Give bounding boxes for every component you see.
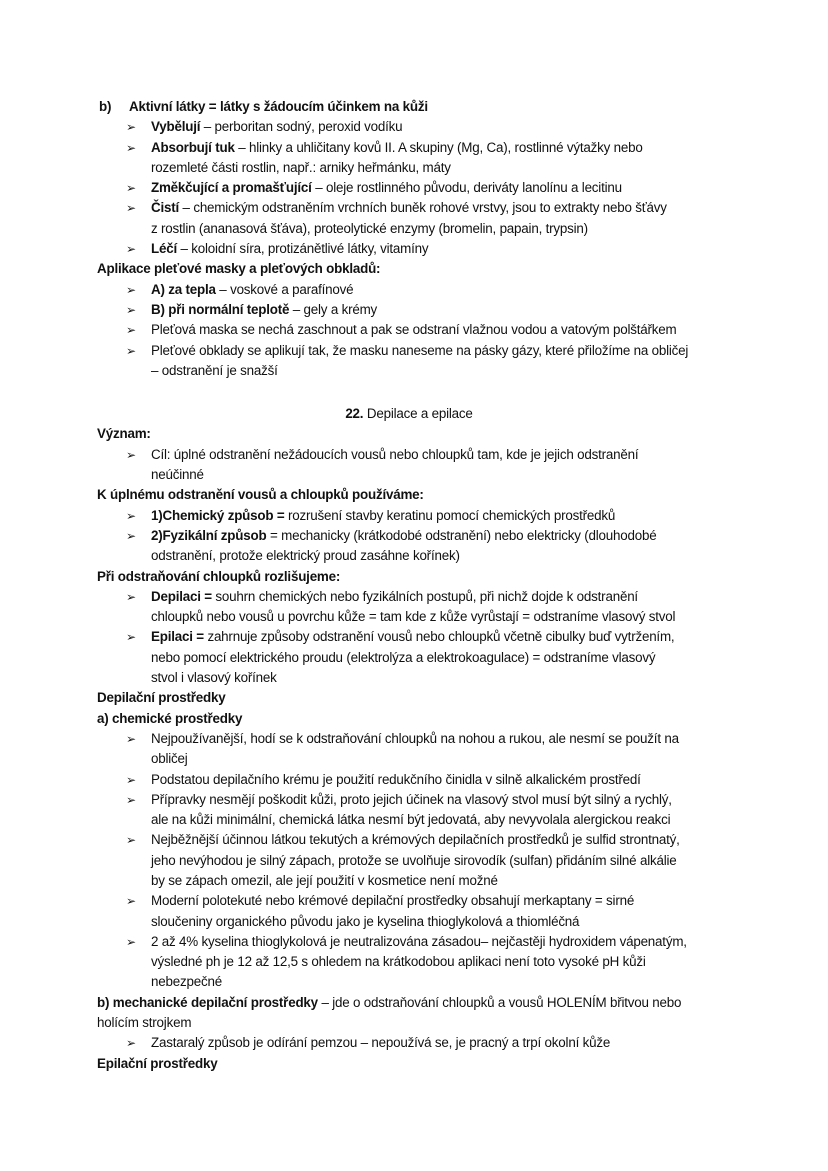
mechanicke-term: b) mechanické depilační prostředky bbox=[97, 994, 318, 1010]
list-item bbox=[99, 506, 739, 526]
list-item-term: 1)Chemický způsob = bbox=[151, 507, 285, 523]
list-item bbox=[99, 729, 739, 749]
list-item-text: – oleje rostlinného původu, deriváty lanolínu a lecitinu bbox=[311, 180, 622, 196]
arrow-bullet-icon: ➢ bbox=[126, 447, 136, 462]
list-item-term: Změkčující a promašťující bbox=[151, 180, 312, 196]
section-b-heading-text: Aktivní látky = látky s žádoucím účinkem na kůži bbox=[129, 99, 428, 114]
rozlisujeme-list bbox=[99, 587, 739, 688]
depilacni-list bbox=[99, 729, 739, 993]
section-b-list bbox=[99, 117, 739, 259]
list-item-text: Pleťové obklady se aplikují tak, že masku naneseme na pásky gázy, které přiložíme na obličej bbox=[151, 342, 689, 358]
list-item-term: Epilaci = bbox=[151, 629, 204, 645]
rozlisujeme-heading: Při odstraňování chloupků rozlišujeme: bbox=[97, 568, 341, 584]
arrow-bullet-icon: ➢ bbox=[126, 833, 136, 848]
list-item-text: – perboritan sodný, peroxid vodíku bbox=[200, 119, 403, 135]
list-item-text: – hlinky a uhličitany kovů II. A skupiny (Mg, Ca), rostlinné výtažky nebo bbox=[234, 139, 643, 155]
uplne-heading: K úplnému odstranění vousů a chloupků používáme: bbox=[97, 487, 424, 503]
arrow-bullet-icon: ➢ bbox=[126, 302, 136, 317]
list-item-continuation: ale na kůži minimální, chemická látka nesmí být jedovatá, aby nevyvolala alergickou reakci bbox=[151, 812, 671, 828]
list-item bbox=[99, 627, 739, 647]
arrow-bullet-icon: ➢ bbox=[126, 201, 136, 216]
vyznam-heading: Význam: bbox=[97, 426, 151, 442]
list-item-term: B) při normální teplotě bbox=[151, 301, 290, 317]
list-item-text: Podstatou depilačního krému je použití redukčního činidla v silně alkalickém prostředí bbox=[151, 771, 641, 787]
list-item-text: – voskové a parafínové bbox=[215, 281, 354, 297]
list-item-text: – koloidní síra, protizánětlivé látky, vitamíny bbox=[177, 241, 429, 257]
list-item bbox=[99, 300, 739, 320]
list-item bbox=[99, 280, 739, 300]
list-item bbox=[99, 445, 739, 465]
list-item-text: Pleťová maska se nechá zaschnout a pak se odstraní vlažnou vodou a vatovým polštářkem bbox=[151, 322, 677, 338]
arrow-bullet-icon: ➢ bbox=[126, 934, 136, 949]
list-item-continuation: nebo pomocí elektrického proudu (elektrolýza a elektrokoagulace) = odstraníme vlasový bbox=[151, 649, 656, 665]
list-item bbox=[99, 1033, 739, 1053]
list-item bbox=[99, 239, 739, 259]
list-item-text: Přípravky nesmějí poškodit kůži, proto jejich účinek na vlasový stvol musí být silný a rychlý, bbox=[151, 791, 672, 807]
list-item-continuation: – odstranění je snažší bbox=[151, 362, 278, 378]
list-item-text: rozrušení stavby keratinu pomocí chemických prostředků bbox=[284, 507, 616, 523]
list-item bbox=[99, 790, 739, 810]
list-item-continuation: stvol i vlasový kořínek bbox=[151, 670, 277, 686]
list-item-continuation: odstranění, protože elektrický proud zasáhne kořínek) bbox=[151, 548, 460, 564]
arrow-bullet-icon: ➢ bbox=[126, 140, 136, 155]
depilacni-heading: Depilační prostředky bbox=[97, 690, 226, 706]
list-item bbox=[99, 770, 739, 790]
arrow-bullet-icon: ➢ bbox=[126, 120, 136, 135]
arrow-bullet-icon: ➢ bbox=[126, 792, 136, 807]
arrow-bullet-icon: ➢ bbox=[126, 894, 136, 909]
list-item bbox=[99, 932, 739, 952]
list-item-text: – chemickým odstraněním vrchních buněk rohové vrstvy, jsou to extrakty nebo šťávy bbox=[179, 200, 667, 216]
list-item-term: Depilaci = bbox=[151, 588, 212, 604]
list-item bbox=[99, 178, 739, 198]
list-item bbox=[99, 526, 739, 546]
arrow-bullet-icon: ➢ bbox=[126, 731, 136, 746]
list-item-text: = mechanicky (krátkodobé odstranění) nebo elektricky (dlouhodobé bbox=[266, 527, 657, 543]
list-item-text: 2 až 4% kyselina thioglykolová je neutralizována zásadou– nejčastěji hydroxidem vápenatým, bbox=[151, 933, 687, 949]
uplne-list bbox=[99, 506, 739, 567]
list-item bbox=[99, 117, 739, 137]
list-item-text: zahrnuje způsoby odstranění vousů nebo chloupků včetně cibulky buď vytržením, bbox=[203, 629, 675, 645]
arrow-bullet-icon: ➢ bbox=[126, 282, 136, 297]
list-item bbox=[99, 587, 739, 607]
chapter-title-text: Depilace a epilace bbox=[363, 406, 473, 422]
section-b-heading bbox=[99, 97, 739, 117]
list-item bbox=[99, 198, 739, 218]
mechanicke-paragraph bbox=[97, 993, 739, 1013]
list-item-text: Zastaralý způsob je odírání pemzou – nepoužívá se, je pracný a trpí okolní kůže bbox=[151, 1035, 611, 1051]
arrow-bullet-icon: ➢ bbox=[126, 242, 136, 257]
arrow-bullet-icon: ➢ bbox=[126, 181, 136, 196]
chemicke-subheading: a) chemické prostředky bbox=[97, 710, 243, 726]
list-item-term: Absorbují tuk bbox=[151, 139, 235, 155]
mechanicke-continuation: holícím strojkem bbox=[97, 1015, 192, 1031]
arrow-bullet-icon: ➢ bbox=[126, 589, 136, 604]
aplikace-heading: Aplikace pleťové masky a pleťových obkladů: bbox=[97, 261, 381, 277]
list-item-text: Nejběžnější účinnou látkou tekutých a krémových depilačních prostředků je sulfid strontnatý, bbox=[151, 832, 680, 848]
list-item-term: 2)Fyzikální způsob bbox=[151, 527, 267, 543]
arrow-bullet-icon: ➢ bbox=[126, 508, 136, 523]
list-item-continuation: z rostlin (ananasová šťáva), proteolytické enzymy (bromelin, papain, trypsin) bbox=[151, 220, 588, 236]
list-item-text: souhrn chemických nebo fyzikálních postupů, při nichž dojde k odstranění bbox=[211, 588, 638, 604]
list-item-term: Léčí bbox=[151, 241, 177, 257]
arrow-bullet-icon: ➢ bbox=[126, 772, 136, 787]
list-item bbox=[99, 891, 739, 911]
list-item-term: A) za tepla bbox=[151, 281, 216, 297]
arrow-bullet-icon: ➢ bbox=[126, 630, 136, 645]
list-item-continuation: neúčinné bbox=[151, 467, 204, 483]
list-item-continuation: chloupků nebo vousů u povrchu kůže = tam kde z kůže vyrůstají = odstraníme vlasový stvol bbox=[151, 609, 676, 625]
list-item-continuation: výsledné ph je 12 až 12,5 s ohledem na krátkodobou aplikaci není toto vysoké pH kůži bbox=[151, 954, 646, 970]
list-item-term: Vybělují bbox=[151, 119, 201, 135]
list-item bbox=[99, 320, 739, 340]
list-item-continuation: by se zápach omezil, ale její použití v kosmetice není možné bbox=[151, 872, 498, 888]
arrow-bullet-icon: ➢ bbox=[126, 1036, 136, 1051]
list-item bbox=[99, 830, 739, 850]
list-item-text: Nejpoužívanější, hodí se k odstraňování chloupků na nohou a rukou, ale nesmí se použít na bbox=[151, 730, 679, 746]
list-item-text: Moderní polotekuté nebo krémové depilační prostředky obsahují merkaptany = sirné bbox=[151, 893, 635, 909]
list-item-continuation: nebezpečné bbox=[151, 974, 222, 990]
list-item-continuation: obličej bbox=[151, 751, 188, 767]
list-item-text: Cíl: úplné odstranění nežádoucích vousů nebo chloupků tam, kde je jejich odstranění bbox=[151, 446, 639, 462]
aplikace-list bbox=[99, 280, 739, 381]
section-b-prefix: b) bbox=[99, 99, 112, 114]
list-item-continuation: sloučeniny organického původu jako je kyselina thioglykolová a thiomléčná bbox=[151, 913, 580, 929]
arrow-bullet-icon: ➢ bbox=[126, 528, 136, 543]
list-item-text: – gely a krémy bbox=[289, 301, 378, 317]
chapter-number: 22. bbox=[345, 406, 364, 422]
list-item bbox=[99, 138, 739, 158]
list-item bbox=[99, 341, 739, 361]
list-item-term: Čistí bbox=[151, 200, 180, 216]
arrow-bullet-icon: ➢ bbox=[126, 343, 136, 358]
list-item-continuation: jeho nevýhodou je silný zápach, protože se uvolňuje sirovodík (sulfan) přidáním silné alkálie bbox=[151, 852, 677, 868]
list-item-continuation: rozemleté části rostlin, např.: arniky heřmánku, máty bbox=[151, 159, 451, 175]
arrow-bullet-icon: ➢ bbox=[126, 323, 136, 338]
epilacni-heading: Epilační prostředky bbox=[97, 1055, 218, 1071]
chapter-title bbox=[99, 404, 719, 424]
document-page bbox=[99, 97, 739, 1074]
mechanicke-text: – jde o odstraňování chloupků a vousů HOLENÍM břitvou nebo bbox=[317, 994, 682, 1010]
spacer bbox=[99, 381, 739, 401]
